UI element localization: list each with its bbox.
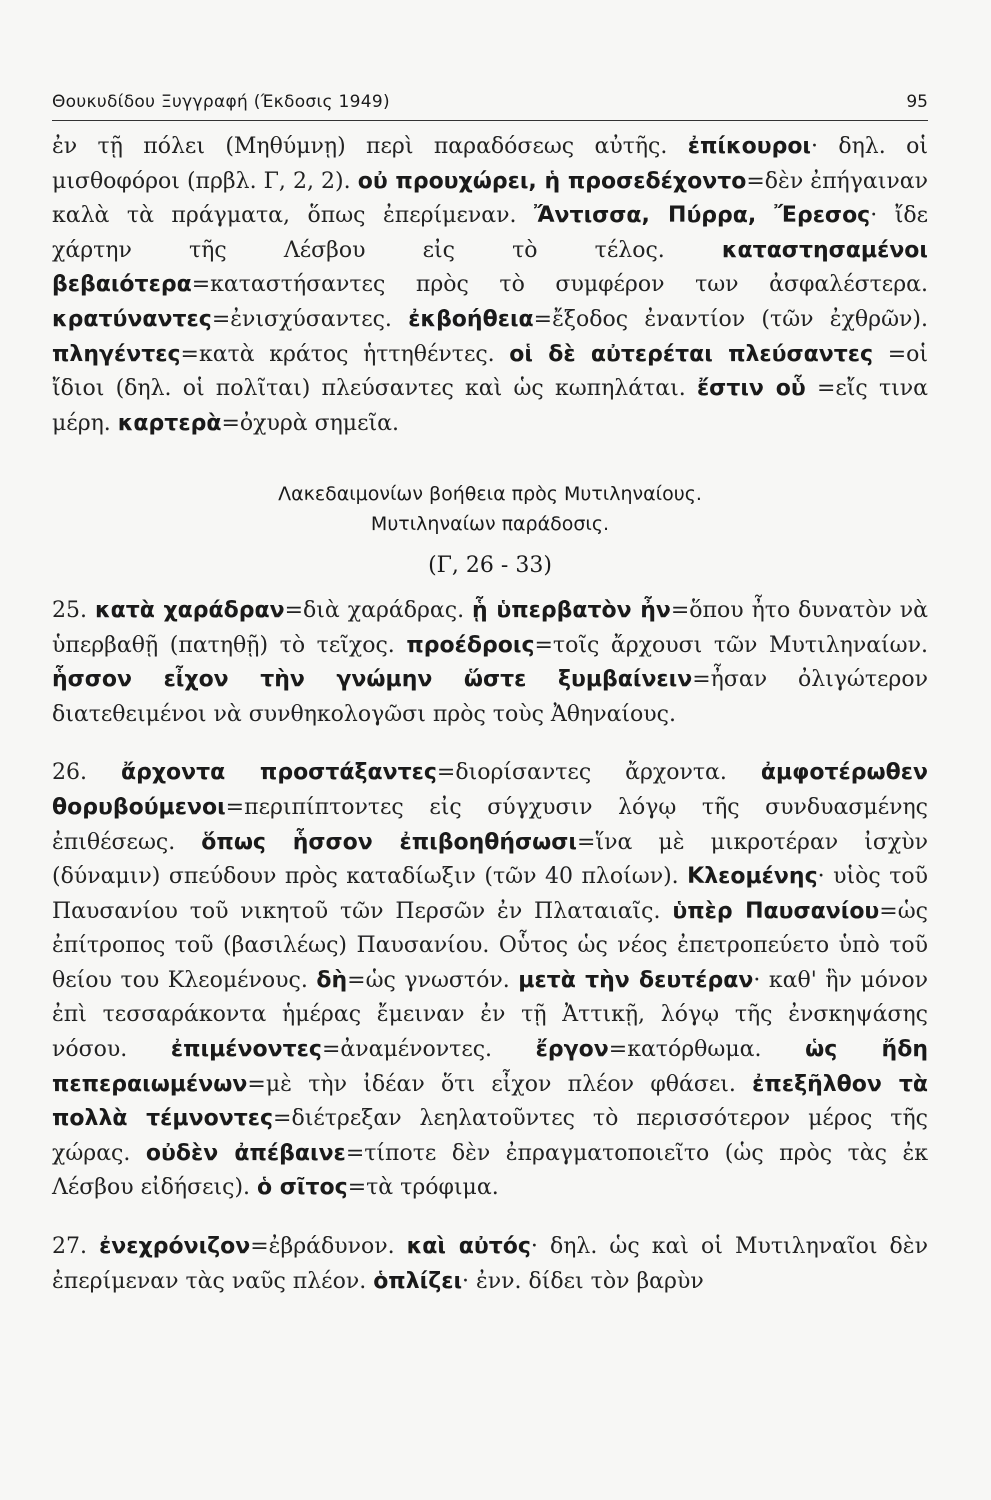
intro-paragraph: [52, 130, 928, 441]
gloss-text: =τίποτε δὲν ἐπραγματοποιεῖτο (ὡς πρὸς τὰς ἐκ Λέσβου εἰδήσεις).: [52, 1140, 929, 1201]
running-header: [52, 88, 928, 121]
lemma-term: ἔστιν οὗ: [696, 376, 806, 402]
lemma-term: κατὰ χαράδραν: [94, 597, 285, 623]
lemma-term: Κλεομένης: [687, 864, 818, 890]
gloss-text: =ὅπου ἦτο δυνατὸν νὰ ὑπερβαθῇ (πατηθῇ) τὸ τεῖχος.: [52, 597, 928, 658]
lemma-term: ἐπίκουροι: [687, 134, 812, 159]
lemma-term: οἱ δὲ αὐτερέται πλεύσαντες: [509, 341, 874, 367]
lemma-term: ᾗ ὑπερβατὸν ἦν: [472, 597, 671, 623]
page-number: 95: [906, 92, 928, 112]
lemma-term: οὐδὲν ἀπέβαινε: [145, 1140, 346, 1166]
gloss-text: =ἦσαν ὀλιγώτερον διατεθειμένοι νὰ συνθηκολογῶσι πρὸς τοὺς Ἀθηναίους.: [52, 667, 928, 727]
gloss-text: 26.: [52, 760, 121, 786]
gloss-text: =μὲ τὴν ἰδέαν ὅτι εἶχον πλέον φθάσει.: [247, 1071, 753, 1097]
section-title-2: Μυτιληναίων παράδοσις.: [370, 513, 610, 536]
gloss-text: 25.: [52, 597, 95, 623]
page-body: [52, 130, 928, 1299]
gloss-text: =διέτρεξαν λεηλατοῦντες τὸ περισσότερον μέρος τῆς χώρας.: [52, 1106, 928, 1166]
gloss-text: · ἴδε χάρτην τῆς Λέσβου εἰς τὸ τέλος.: [52, 203, 928, 263]
gloss-text: · καθ' ἣν μόνον ἐπὶ τεσσαράκοντα ἡμέρας ἔμειναν ἐν τῇ Ἀττικῇ, λόγῳ τῆς ἐνσκηψάσης νόσου.: [52, 967, 928, 1063]
lemma-term: καρτερὰ: [117, 410, 222, 436]
gloss-text: · ἐνν. δίδει τὸν βαρὺν: [462, 1268, 704, 1294]
lemma-term: ἀμφοτέρωθεν θορυβούμενοι: [52, 760, 929, 820]
gloss-text: 27.: [52, 1234, 100, 1260]
lemma-term: ὁπλίζει: [373, 1268, 463, 1294]
chapter-range: (Γ, 26 - 33): [428, 553, 552, 579]
gloss-text: =ἔξοδος ἐναντίον (τῶν ἐχθρῶν).: [533, 306, 928, 332]
gloss-text: ἐν τῇ πόλει (Μηθύμνῃ) περὶ παραδόσεως αὐτῆς.: [52, 134, 688, 159]
gloss-text: =καταστήσαντες πρὸς τὸ συμφέρον των ἀσφαλέστερα.: [191, 272, 928, 298]
lemma-term: πληγέντες: [52, 341, 181, 367]
gloss-text: =ὡς ἐπίτροπος τοῦ (βασιλέως) Παυσανίου. Οὗτος ὡς νέος ἐπετροπεύετο ὑπὸ τοῦ θείου του Κλεομένους.: [52, 898, 928, 993]
lemma-term: Ἄντισσα, Πύρρα, Ἔρεσος: [533, 203, 871, 229]
lemma-term: ἧσσον εἶχον τὴν γνώμην ὥστε ξυμβαίνειν: [52, 667, 693, 693]
section-title-1: Λακεδαιμονίων βοήθεια πρὸς Μυτιληναίους.: [278, 483, 702, 506]
lemma-term: ἐπιμένοντες: [170, 1037, 322, 1063]
gloss-text: =ἀναμένοντες.: [321, 1037, 536, 1063]
lemma-term: ἔργον: [535, 1037, 609, 1063]
gloss-text: · δηλ. ὡς καὶ οἱ Μυτιληναῖοι δὲν ἐπερίμεναν τὰς ναῦς πλέον.: [52, 1234, 928, 1294]
lemma-term: ὑπὲρ Παυσανίου: [672, 898, 880, 924]
gloss-text: =περιπίπτοντες εἰς σύγχυσιν λόγῳ τῆς συνδυασμένης ἐπιθέσεως.: [52, 794, 928, 855]
gloss-text: =διὰ χαράδρας.: [284, 597, 473, 623]
lemma-term: δὴ: [316, 967, 348, 993]
header-title: Θουκυδίδου Ξυγγραφή (Έκδοσις 1949): [52, 92, 390, 112]
gloss-text: =οἱ ἴδιοι (δηλ. οἱ πολῖται) πλεύσαντες καὶ ὡς κωπηλάται.: [52, 341, 928, 402]
lemma-term: καταστησαμένοι βεβαιότερα: [52, 237, 928, 298]
gloss-text: =ἐβράδυνον.: [250, 1234, 407, 1260]
gloss-text: =κατόρθωμα.: [608, 1037, 806, 1063]
lemma-term: ἐπεξῆλθον τὰ πολλὰ τέμνοντες: [52, 1071, 928, 1132]
paragraph-26: [52, 756, 928, 1206]
lemma-term: ἐνεχρόνιζον: [99, 1234, 251, 1260]
lemma-term: ἄρχοντα προστάξαντες: [120, 760, 437, 786]
gloss-text: =εἴς τινα μέρη.: [52, 376, 928, 436]
gloss-text: =ἵνα μὲ μικροτέραν ἰσχὺν (δύναμιν) σπεύδουν πρὸς καταδίωξιν (τῶν 40 πλοίων).: [52, 829, 928, 890]
gloss-text: =ἐνισχύσαντες.: [211, 306, 409, 332]
lemma-term: οὐ προυχώρει, ἡ προσεδέχοντο: [357, 168, 747, 194]
paragraph-25: [52, 594, 928, 732]
lemma-term: ἐκβοήθεια: [408, 306, 534, 332]
gloss-text: =ὀχυρὰ σημεῖα.: [221, 410, 399, 436]
gloss-text: =κατὰ κράτος ἡττηθέντες.: [180, 341, 510, 367]
gloss-text: =ὡς γνωστόν.: [347, 967, 519, 993]
gloss-text: =δὲν ἐπήγαιναν καλὰ τὰ πράγματα, ὅπως ἐπερίμεναν.: [52, 168, 928, 229]
paragraph-27: [52, 1230, 928, 1299]
lemma-term: προέδροις: [406, 632, 535, 658]
gloss-text: =τὰ τρόφιμα.: [347, 1175, 499, 1201]
lemma-term: μετὰ τὴν δευτέραν: [518, 967, 754, 993]
lemma-term: κρατύναντες: [52, 306, 212, 332]
gloss-text: · δηλ. οἱ μισθοφόροι (πρβλ. Γ, 2, 2).: [52, 134, 928, 194]
lemma-term: ὁ σῖτος: [257, 1175, 348, 1201]
lemma-term: καὶ αὐτός: [406, 1234, 531, 1260]
gloss-text: =τοῖς ἄρχουσι τῶν Μυτιληναίων.: [534, 632, 928, 658]
lemma-term: ὅπως ἧσσον ἐπιβοηθήσωσι: [201, 829, 578, 855]
lemma-term: ὡς ἤδη πεπεραιωμένων: [52, 1037, 928, 1097]
gloss-text: · υἱὸς τοῦ Παυσανίου τοῦ νικητοῦ τῶν Περσῶν ἐν Πλαταιαῖς.: [52, 864, 928, 924]
gloss-text: =διορίσαντες ἄρχοντα.: [436, 760, 761, 786]
